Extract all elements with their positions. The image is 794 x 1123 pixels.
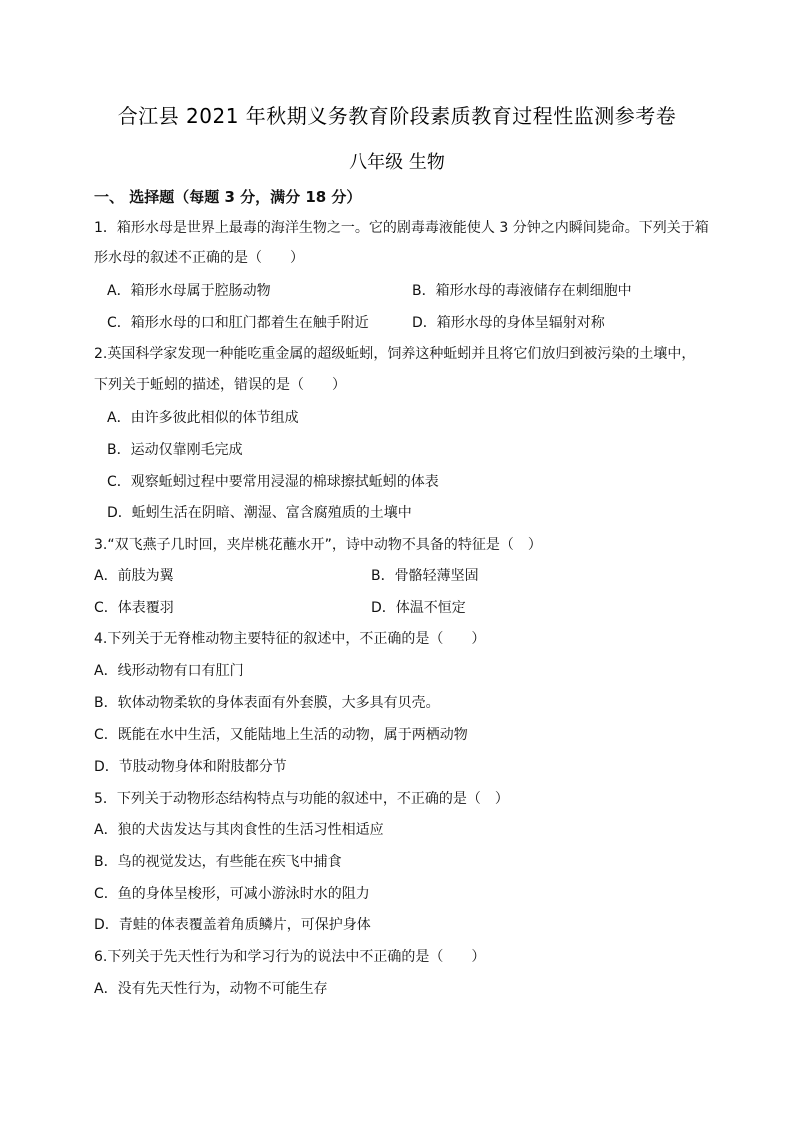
q2-option-d: D．蚯蚓生活在阴暗、潮湿、富含腐殖质的土壤中 [107,505,412,521]
q4-option-c: C．既能在水中生活，又能陆地上生活的动物，属于两栖动物 [94,727,468,743]
exam-title: 合江县 2021 年秋期义务教育阶段素质教育过程性监测参考卷 [117,104,677,128]
q2-stem-line1: 2.英国科学家发现一种能吃重金属的超级蚯蚓，饲养这种蚯蚓并且将它们放归到被污染的土壤中， [94,346,696,362]
q4-option-b: B．软体动物柔软的身体表面有外套膜，大多具有贝壳。 [94,695,440,711]
q1-stem-line1: 1．箱形水母是世界上最毒的海洋生物之一。它的剧毒毒液能使人 3 分钟之内瞬间毙命。下列关于箱 [94,220,709,236]
q3-option-c: C．体表覆羽 [94,600,174,616]
q5-option-b: B．鸟的视觉发达，有些能在疾飞中捕食 [94,854,342,870]
q3-option-b: B．骨骼轻薄坚固 [371,568,479,584]
q4-option-d: D．节肢动物身体和附肢都分节 [94,759,287,775]
q2-stem-line2: 下列关于蚯蚓的描述，错误的是（ ） [94,377,346,393]
q5-stem: 5．下列关于动物形态结构特点与功能的叙述中，不正确的是（ ） [94,791,509,807]
q6-stem: 6.下列关于先天性行为和学习行为的说法中不正确的是（ ） [94,949,486,965]
section-heading: 一、 选择题（每题 3 分，满分 18 分） [94,188,362,206]
q5-option-d: D．青蛙的体表覆盖着角质鳞片，可保护身体 [94,917,371,933]
q3-option-a: A．前肢为翼 [94,568,174,584]
q1-stem-line2: 形水母的叙述不正确的是（ ） [94,250,304,266]
q2-option-a: A．由许多彼此相似的体节组成 [107,410,299,426]
q5-option-c: C．鱼的身体呈梭形，可减小游泳时水的阻力 [94,886,370,902]
q1-option-b: B．箱形水母的毒液储存在刺细胞中 [412,283,632,299]
q1-option-c: C．箱形水母的口和肛门都着生在触手附近 [107,315,369,331]
exam-subtitle: 八年级 生物 [349,152,445,173]
q5-option-a: A．狼的犬齿发达与其肉食性的生活习性相适应 [94,822,384,838]
q4-stem: 4.下列关于无脊椎动物主要特征的叙述中，不正确的是（ ） [94,631,486,647]
q2-option-c: C．观察蚯蚓过程中要常用浸湿的棉球擦拭蚯蚓的体表 [107,474,439,490]
q6-option-a: A．没有先天性行为，动物不可能生存 [94,981,328,997]
q1-option-d: D．箱形水母的身体呈辐射对称 [412,315,605,331]
q4-option-a: A．线形动物有口有肛门 [94,663,244,679]
q1-option-a: A．箱形水母属于腔肠动物 [107,283,271,299]
q2-option-b: B．运动仅靠刚毛完成 [107,442,243,458]
q3-stem: 3.“双飞燕子几时回，夹岸桃花蘸水开”，诗中动物不具备的特征是（ ） [94,537,542,553]
q3-option-d: D．体温不恒定 [371,600,466,616]
